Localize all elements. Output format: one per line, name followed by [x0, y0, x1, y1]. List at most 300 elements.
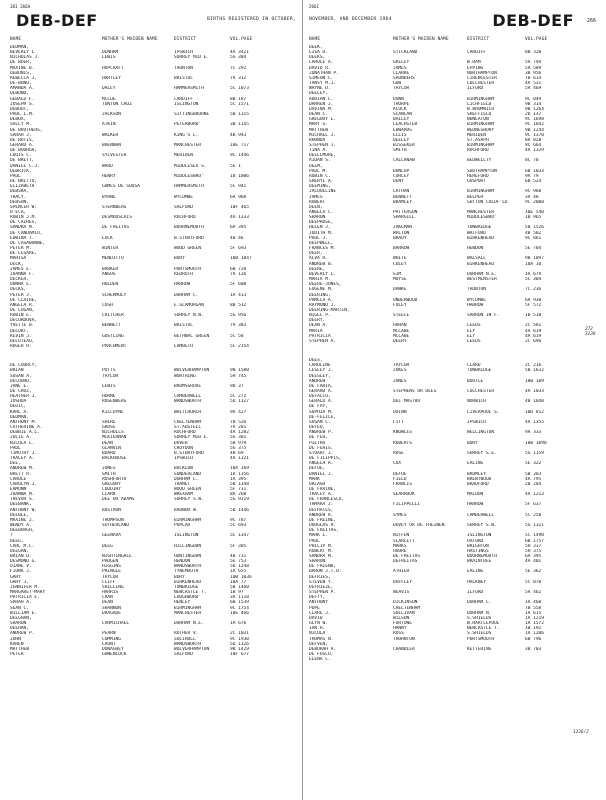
entry-maiden-name: BRADY	[393, 235, 407, 241]
entry-maiden-name: DENHAM	[102, 50, 119, 56]
entry-vol-page: 5G 301	[230, 435, 247, 441]
entry-name: DESMOND G.	[10, 559, 38, 565]
entry-vol-page: 5C 272	[230, 394, 247, 400]
entry-name: PAUL	[309, 538, 320, 544]
entry-name: DEDMAN,	[10, 414, 29, 420]
entry-district: COLCHESTER	[467, 389, 495, 394]
entry-vol-page: 4B 731	[230, 554, 247, 559]
entry-vol-page: 5A 462	[525, 590, 542, 596]
entry-name: GLYN W.	[309, 621, 328, 627]
entry-name: DE COGAN,	[10, 307, 35, 313]
entry-maiden-name: SUTHERLAND	[102, 523, 130, 529]
entry-vol-page: 2C 216	[525, 363, 542, 369]
entry-maiden-name: HOPCRAFT	[102, 65, 124, 71]
entry-maiden-name: GREGORY	[102, 481, 121, 487]
entry-maiden-name: THORNTON	[393, 636, 415, 642]
entry-vol-page: 1A 413	[230, 292, 247, 298]
entry-name: SPENCER W.	[10, 204, 38, 210]
right-page-subtitle: NOVEMBER, AND DECEMBER 1964	[309, 17, 392, 22]
entry-maiden-name: JONES	[393, 378, 407, 384]
entry-maiden-name: MENDITTO	[102, 256, 124, 262]
entry-vol-page: 4B 582	[525, 230, 542, 236]
entry-vol-page: 5F 305	[230, 543, 247, 549]
entry-name: SALLY M.	[10, 122, 32, 128]
entry-name: CARL M.C.	[10, 543, 35, 549]
entry-name: REBECCA J.	[10, 75, 38, 81]
left-entries-top	[10, 45, 296, 349]
entry-maiden-name: BARKER	[102, 266, 119, 272]
entry-maiden-name: SIM	[393, 271, 402, 277]
entry-vol-page: 9C 968	[525, 189, 542, 195]
entry-name: MAXINE B.	[10, 65, 35, 71]
entry-maiden-name: SMITH	[393, 148, 407, 154]
entry-district: DURHAM C.	[174, 292, 199, 298]
entry-vol-page: 4B 943	[230, 132, 247, 138]
entry-name: NIGEL P.	[309, 313, 331, 319]
entry-district: ROCHFORD	[467, 148, 489, 154]
entry-district: ROTHER V.	[174, 631, 199, 637]
entry-district: BURY	[174, 256, 185, 262]
entry-name: DAVINA M.	[309, 106, 334, 112]
entry-maiden-name: WILSON	[393, 615, 410, 621]
entry-vol-page: 1B 510	[525, 313, 542, 319]
entry-maiden-name: DOVEY OR DE FREINEN	[393, 523, 445, 529]
entry-maiden-name: DUNN	[393, 96, 404, 102]
margin-note: 272 3238	[585, 327, 596, 337]
entry-vol-page: 3B 703	[525, 646, 542, 652]
entry-vol-page: 9B 1097	[525, 256, 544, 262]
entry-maiden-name	[393, 657, 467, 662]
entry-vol-page: 5C 870	[525, 579, 542, 585]
entry-district: CHELTENHAM	[174, 419, 202, 425]
entry-district: NUNEATON	[467, 117, 489, 123]
entry-name: DEERE,	[309, 266, 326, 272]
entry-maiden-name: PADGEN	[102, 559, 119, 565]
entry-district: DOVER	[174, 440, 188, 446]
entry-district: BRENTWOOD	[467, 476, 492, 482]
entry-name: DE CASABONNE,	[10, 240, 46, 246]
entry-vol-page: 10E 466	[230, 610, 249, 616]
entry-district: CARDIFF	[467, 50, 486, 56]
entry-vol-page: 4B 69	[230, 450, 244, 456]
entry-district: BIRMINGHAM	[467, 189, 495, 195]
entry-name: THOMAS N.	[309, 636, 334, 642]
entry-name: JOSEPH S.	[10, 101, 35, 107]
entry-district: BIRMINGHAM	[467, 96, 495, 102]
entry-name: ANTHONY M.	[10, 419, 38, 425]
entry-name: ADRIAN C.	[309, 96, 334, 102]
entry-district: BETHNAL GREEN	[174, 333, 210, 339]
entry-district: WOLVERHAMPTON	[174, 646, 210, 652]
entry-maiden-name: JAKEMAN	[393, 225, 412, 231]
entry-maiden-name: KNOWLES	[393, 430, 412, 436]
entry-maiden-name: RUSHFORTH	[102, 476, 127, 482]
entry-maiden-name: FORTUNE	[393, 621, 412, 627]
entry-name: DEERING-MARTIN,	[309, 307, 350, 313]
entry-name: DEAN A.	[309, 323, 328, 329]
entry-vol-page: 9C 849	[525, 96, 542, 102]
entry-name: TANSY M.J.	[309, 81, 337, 87]
entry-vol-page: 5G 375	[230, 445, 247, 451]
entry-name: HELEN J.	[309, 225, 331, 231]
entry-vol-page: 5B 979	[230, 440, 247, 446]
entry-name: JOHN	[10, 636, 21, 642]
entry-name: RAYMOND J.	[309, 302, 337, 308]
entry-name: ANDREW	[309, 378, 326, 384]
entry-maiden-name: MCCUE	[102, 96, 116, 102]
entry-vol-page: 1A 676	[230, 621, 247, 627]
entry-vol-page: 9B 1429	[230, 646, 249, 652]
entry-name: JENNIFER M.	[10, 584, 40, 590]
entry-district: IPSWICH	[174, 50, 193, 56]
entry-name: DEER,	[309, 251, 323, 257]
entry-vol-page: 10D 812	[525, 409, 544, 415]
entry-maiden-name: THOMPSON	[102, 517, 124, 523]
entry-maiden-name: JAMES	[393, 65, 407, 71]
entry-name: TAMARA J.	[309, 502, 334, 508]
entry-vol-page: 5C 1490	[525, 533, 544, 539]
entry-district: WOOD GREEN	[174, 246, 202, 252]
entry-vol-page: 5A 589	[525, 65, 542, 71]
entry-maiden-name: STICKLAND	[393, 50, 418, 56]
entry-name: SEAN C.	[10, 605, 29, 611]
entry-district: IPSWICH	[467, 419, 486, 425]
entry-name: ANGELA R.	[309, 461, 334, 467]
entry-district: PORTSMOUTH	[174, 266, 202, 272]
entry-district: BRISTOL	[174, 75, 193, 81]
entry-maiden-name: BISSEKER	[393, 142, 415, 148]
col-district: DISTRICT	[467, 37, 490, 42]
entry-district: GOSPORT	[467, 179, 486, 185]
entry-name: DEDMAN,	[10, 45, 29, 50]
entry-district: NORWICH	[467, 399, 486, 405]
entry-vol-page: 5G 1321	[525, 523, 544, 529]
entry-vol-page: 2C 696	[525, 338, 542, 344]
entry-vol-page: 5C 941	[230, 184, 247, 190]
entry-maiden-name: BOARD	[102, 450, 116, 456]
entry-name: DE BOTIS,	[10, 137, 35, 143]
entry-name: JOANNA M.	[10, 492, 35, 498]
entry-district: SURREY S.W.	[467, 523, 497, 529]
entry-maiden-name: TUNTON CRUZ	[102, 101, 132, 107]
entry-vol-page: 6A 395	[525, 554, 542, 559]
entry-maiden-name: ELLIS	[393, 132, 407, 138]
register-entry	[309, 339, 596, 344]
entry-vol-page: 7A 312	[230, 75, 247, 81]
entry-vol-page: 9B 314	[525, 101, 542, 107]
entry-maiden-name: DICKINSON	[393, 600, 418, 606]
entry-name: MARGARET-MARY	[10, 590, 46, 596]
entry-maiden-name: DEE OR ADAMS	[102, 497, 135, 503]
entry-name: PATRICIA	[309, 333, 331, 339]
entry-name: DEESLEY,	[309, 373, 331, 379]
entry-maiden-name: SHILLING	[102, 584, 124, 590]
entry-maiden-name: ACOCK	[393, 106, 407, 112]
entry-district: BELPER	[467, 194, 484, 200]
entry-district: HARROW	[174, 282, 191, 288]
entry-name: SIMEON C.	[309, 75, 334, 81]
entry-name: ORLAGH	[309, 481, 326, 487]
entry-maiden-name: GOMES DE SOUSA	[102, 184, 140, 190]
entry-vol-page: 8B 532	[230, 302, 247, 308]
entry-maiden-name: CARMICHAEL	[102, 621, 130, 627]
entry-vol-page: 9A 427	[230, 409, 247, 415]
entry-name: DANIEL J.	[309, 471, 334, 477]
entry-district: BIRMINGHAM	[467, 122, 495, 128]
entry-vol-page: 1A 395	[230, 476, 247, 482]
entry-maiden-name: COSH	[102, 302, 113, 308]
entry-maiden-name: DEERY	[393, 338, 407, 344]
entry-district: SOLIHULL	[174, 636, 196, 642]
entry-vol-page: 10F 465	[230, 204, 249, 210]
entry-vol-page: 7A 201	[230, 425, 247, 431]
entry-name: JAMES E.	[10, 266, 32, 272]
entry-name: STEVEN Y.	[309, 579, 334, 585]
entry-name: JUDITH M.	[309, 230, 334, 236]
entry-name: ANDREW P.	[309, 430, 334, 436]
entry-maiden-name: JUKES	[393, 368, 407, 374]
entry-name: BEVERLY L.	[309, 271, 337, 277]
entry-district: B.STORTFORD	[174, 235, 204, 241]
entry-district: ST.ASAPH	[467, 137, 489, 143]
entry-name: DE BRETT,	[10, 158, 35, 164]
entry-maiden-name: BRAMLEY	[393, 199, 412, 205]
entry-name: ANDREW B.	[309, 261, 334, 267]
entry-name: TREVOR S.	[10, 497, 35, 503]
entry-name: WAYNE D.	[309, 86, 331, 92]
entry-vol-page: 5E 322	[525, 461, 542, 467]
entry-district: SURREY MID E.	[174, 435, 210, 441]
entry-maiden-name: FITT	[393, 419, 404, 425]
entry-name: ALVA R.	[309, 256, 328, 262]
entry-vol-page: 5H 337	[525, 543, 542, 549]
entry-name: DE CRUZ,	[10, 389, 32, 394]
entry-name: POPE	[309, 605, 320, 611]
entry-maiden-name: MCKIERNAN	[102, 435, 127, 441]
entry-maiden-name: WHITE	[393, 256, 407, 262]
entry-district: REDRUTH	[174, 271, 193, 277]
entry-district: W.BROMWICH	[467, 106, 495, 112]
entry-district: HENLEY	[174, 600, 191, 606]
left-header	[10, 11, 296, 31]
entry-vol-page: 3B 1145	[230, 122, 249, 128]
entry-name: DE BOER,	[10, 60, 32, 66]
entry-vol-page: 5G 9319	[230, 497, 249, 503]
entry-maiden-name: DEELEY	[393, 137, 410, 143]
entry-vol-page: 9C 1446	[230, 153, 249, 159]
entry-name: DEEPWELL,	[309, 240, 334, 246]
entry-maiden-name: HARRIS	[102, 590, 119, 596]
entry-name: DE FAY,	[309, 404, 328, 410]
entry-name: MATTHEW	[309, 127, 328, 133]
entry-district: WORTHING	[174, 373, 196, 379]
entry-vol-page: 4A 619	[525, 328, 542, 334]
entry-maiden-name: BYRNE	[102, 194, 116, 200]
entry-name: STEPHEN P.	[309, 590, 337, 596]
entry-name: STUART J.	[309, 450, 334, 456]
entry-name: DEEM,	[309, 163, 323, 169]
entry-district: DURHAM C.	[467, 600, 492, 606]
entry-name: SHARON	[309, 215, 326, 221]
entry-name: DE FREINE,	[309, 517, 337, 523]
entry-district: HENDON	[174, 559, 191, 565]
entry-name: STEPHEN A.	[309, 338, 337, 344]
right-page-number: 266	[586, 18, 596, 24]
entry-vol-page: 5G 1159	[525, 450, 544, 456]
entry-district: WEDNESBURY	[467, 127, 495, 133]
entry-vol-page: 5E 362	[525, 569, 542, 575]
entry-vol-page: 5F 693	[230, 246, 247, 252]
entry-maiden-name: DUFFLEY	[393, 579, 412, 585]
entry-name: ELENA C.	[309, 657, 331, 663]
entry-name: DEERY,	[309, 318, 326, 324]
entry-name: KEVIN J.	[10, 333, 32, 339]
entry-name: STEPHEN J.	[309, 142, 337, 148]
entry-vol-page: 5C 304	[525, 277, 542, 283]
entry-district: SURREY MID E.	[174, 55, 210, 61]
entry-district: CAMBERWELL	[174, 394, 202, 400]
entry-maiden-name: GEENAVA	[102, 533, 121, 539]
entry-maiden-name: PARCHMENT	[102, 344, 127, 350]
entry-district: TONBRIDGE	[467, 225, 492, 231]
entry-name: PAUL L.M.	[10, 112, 35, 118]
entry-name: JANE E.	[10, 383, 29, 389]
entry-vol-page: 8B 320	[525, 50, 542, 56]
entry-name: BRIAN D.	[10, 554, 32, 559]
entry-name: SHERYL A.	[309, 179, 334, 185]
entry-maiden-name: HANNY	[393, 626, 407, 632]
entry-district: THANET	[174, 481, 191, 487]
entry-name: JULIE A.	[10, 435, 32, 441]
entry-district: BROMLEY	[467, 471, 486, 477]
entry-vol-page: 5H 745	[230, 373, 247, 379]
entry-vol-page: 6A 968	[230, 194, 247, 200]
entry-vol-page: 5B 1348	[230, 481, 249, 487]
entry-district: HAMMERSMITH	[174, 86, 204, 92]
entry-vol-page: 7C 236	[525, 287, 542, 293]
entry-name: DE-FELICE,	[309, 414, 337, 420]
entry-vol-page: 4B 1040	[525, 399, 544, 405]
entry-name: MATTHEW	[10, 646, 29, 652]
entry-district: SURREY S.E.	[467, 450, 497, 456]
entry-name: EAMONN	[10, 486, 27, 492]
entry-vol-page: 5E 753	[230, 559, 247, 565]
entry-vol-page: 9C 664	[525, 142, 542, 148]
entry-district: LOUGHBORO'	[174, 595, 202, 601]
entry-name: TRACY.	[10, 194, 27, 200]
entry-district: WREXHAM	[174, 492, 193, 498]
entry-name: TRACEY A.	[309, 492, 334, 498]
entry-name: DEBONIS,	[10, 70, 32, 76]
entry-vol-page: 5C 2154	[230, 344, 249, 350]
register-entry	[10, 344, 296, 349]
entry-maiden-name: DEEG	[102, 543, 113, 549]
entry-name: TIMOTHY J.	[10, 450, 38, 456]
entry-name: DE FILIPPIS,	[309, 456, 342, 462]
entry-maiden-name: DESMOUSLAIS	[102, 215, 132, 221]
entry-maiden-name: SCANLAN	[393, 112, 412, 118]
entry-district: HASTINGS	[467, 548, 489, 554]
entry-name: DE CLAIRE,	[10, 297, 38, 303]
entry-name: LOUIS C.	[10, 153, 32, 159]
surname-heading	[309, 657, 596, 662]
entry-name: DEERING,	[309, 292, 331, 298]
entry-district: LICHFIELD	[467, 101, 492, 107]
entry-name: SUSAN C.	[309, 419, 331, 425]
entry-vol-page: 5F 731	[230, 486, 247, 492]
entry-name: DARREN J.	[309, 101, 334, 107]
entry-district: CAMBERWELL	[467, 512, 495, 518]
entry-maiden-name: CLARK	[102, 492, 116, 498]
entry-maiden-name: SHANNON	[102, 605, 121, 611]
entry-name: DEBBIE A.L.	[10, 430, 40, 436]
entry-vol-page: 5D 1127	[230, 399, 249, 405]
entry-district: BIRMINGHAM	[467, 142, 495, 148]
entry-name: DEEMING,	[309, 184, 331, 190]
entry-district: WOLVERHAMPTON	[174, 368, 210, 374]
entry-district: ROCHFORD	[174, 430, 196, 436]
entry-name: SHARON	[10, 621, 27, 627]
entry-vol-page: 4A 1033	[525, 389, 544, 394]
entry-district: DURHAM N.E.	[467, 271, 497, 277]
entry-vol-page: 6A 930	[525, 297, 542, 303]
entry-name: DE FRAINE,	[309, 486, 337, 492]
entry-district: ELY	[467, 333, 476, 339]
entry-vol-page: 9A 79	[525, 173, 539, 179]
entry-vol-page: 2C 581	[525, 323, 542, 329]
entry-name: JACQUELINE	[309, 189, 337, 195]
entry-name: WILLIAM E.	[10, 610, 38, 616]
entry-district: MERIDEN	[174, 153, 193, 159]
entry-maiden-name: SCARLETT	[393, 538, 415, 544]
entry-name: PAUL J.	[309, 235, 328, 241]
entry-vol-page: 5A 794	[525, 60, 542, 66]
entry-name: PAMELA A.	[309, 297, 334, 303]
entry-vol-page: 5C 693	[230, 523, 247, 529]
entry-maiden-name: SYMES	[393, 512, 407, 518]
entry-maiden-name: DENY	[393, 179, 404, 185]
entry-district: ISLINGTON	[174, 533, 199, 539]
right-column-headers	[309, 37, 596, 42]
entry-vol-page: 8A 828	[525, 137, 542, 143]
entry-name: DEFOE,	[309, 466, 326, 472]
entry-district: ISLINGTON	[467, 533, 492, 539]
entry-district: MALDON	[467, 492, 484, 498]
entry-district: MANCHESTER	[174, 142, 202, 148]
entry-name: ANTHONY	[309, 600, 328, 606]
entry-maiden-name: NIGHTINGALE	[102, 554, 132, 559]
entry-district: B.STORTFORD	[174, 450, 204, 456]
entry-district: BOURNEMOUTH	[174, 225, 204, 231]
col-district: DISTRICT	[174, 37, 197, 42]
entry-district: RADNOR W.	[174, 507, 199, 513]
entry-maiden-name: WARD	[102, 163, 113, 169]
left-top-line: 381 266A	[10, 4, 31, 9]
entry-vol-page: 4A 619	[525, 333, 542, 339]
entry-district: BEDWELLTY	[467, 158, 492, 164]
entry-name: DEFALCO,	[309, 394, 331, 400]
entry-name: MARIA M.	[309, 277, 331, 283]
entry-name: DEEKS,	[309, 55, 326, 61]
entry-maiden-name: SEARROOK	[393, 492, 415, 498]
entry-vol-page: 5F 572	[525, 302, 542, 308]
col-name: NAME	[10, 37, 22, 42]
entry-name: DEFRIEZE,	[309, 584, 334, 590]
entry-vol-page: 10E 717	[230, 142, 249, 148]
entry-district: LIVERPOOL S.	[467, 409, 500, 415]
entry-district: WESTMINSTER	[467, 277, 497, 283]
entry-vol-page: 10B 1090	[525, 440, 547, 446]
